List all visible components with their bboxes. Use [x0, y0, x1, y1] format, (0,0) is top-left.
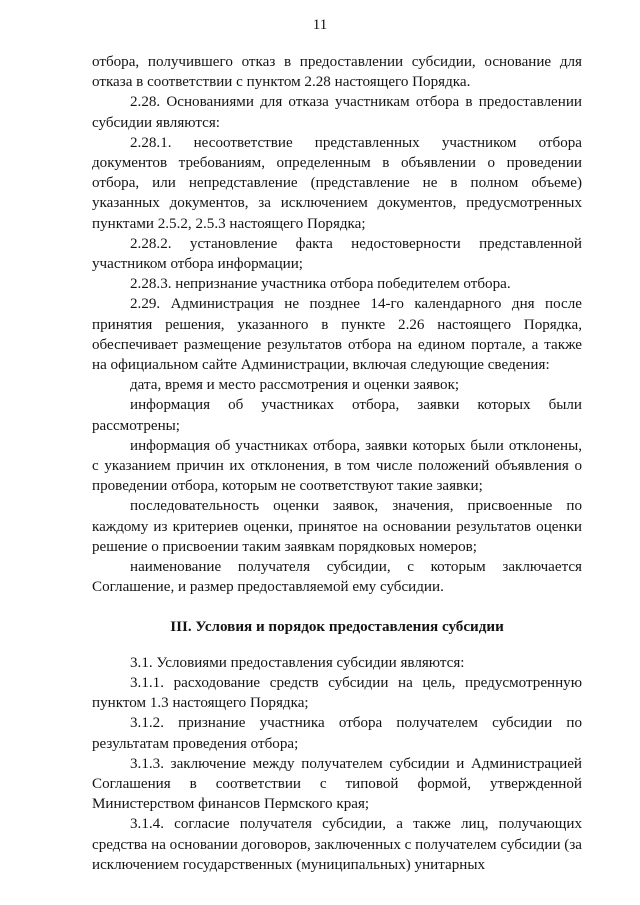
page-number: 11: [312, 17, 328, 33]
paragraph-continuation: отбора, получившего отказ в предоставлении субсидии, основание для отказа в соответствии с пунктом 2.28 настоящего Порядка.: [92, 54, 582, 91]
paragraph-3-1-1: 3.1.1. расходование средств субсидии на цель, предусмотренную пунктом 1.3 настоящего Порядка;: [92, 674, 582, 712]
paragraph-3-1-2: 3.1.2. признание участника отбора получателем субсидии по результатам проведения отбора;: [92, 715, 582, 752]
paragraph-3-1-3: 3.1.3. заключение между получателем субсидии и Администрацией Соглашения в соответствии с типовой формой, утвержденной Министерством финансов Пермского края;: [92, 755, 582, 813]
document-body: [92, 52, 582, 875]
paragraph-list-item: дата, время и место рассмотрения и оценки заявок;: [130, 377, 460, 394]
paragraph-list-item: информация об участниках отбора, заявки которых были рассмотрены;: [92, 397, 582, 434]
section-heading: III. Условия и порядок предоставления субсидии: [170, 619, 504, 636]
paragraph-3-1: 3.1. Условиями предоставления субсидии являются:: [130, 654, 465, 671]
paragraph-list-item: последовательность оценки заявок, значения, присвоенные по каждому из критериев оценки, принятое на основании результатов оценки решение о присвоении таким заявкам порядковых номеров;: [92, 498, 582, 555]
paragraph-2-28-1: 2.28.1. несоответствие представленных участником отбора документов требованиям, определенным в объявлении о проведении отбора, или непредставление (представление не в полном объеме) указанных документов, за исключением документов, предусмотренных пунктами 2.5.2, 2.5.3 настоящего Порядка;: [92, 134, 582, 232]
paragraph-2-28: 2.28. Основаниями для отказа участникам отбора в предоставлении субсидии являются:: [92, 94, 582, 131]
paragraph-list-item: информация об участниках отбора, заявки которых были отклонены, с указанием причин их отклонения, в том числе положений объявления о проведении отбора, которым не соответствуют такие заявки;: [92, 437, 582, 495]
paragraph-2-28-2: 2.28.2. установление факта недостоверности представленной участником отбора информации;: [92, 235, 582, 273]
paragraph-2-29: 2.29. Администрация не позднее 14-го календарного дня после принятия решения, указанного в пункте 2.26 настоящего Порядка, обеспечивает размещение результатов отбора на едином портале, а также на официальном сайте Администрации, включая следующие сведения:: [92, 296, 582, 374]
paragraph-2-28-3: 2.28.3. непризнание участника отбора победителем отбора.: [130, 276, 511, 293]
paragraph-list-item: наименование получателя субсидии, с которым заключается Соглашение, и размер предоставляемой ему субсидии.: [92, 559, 582, 596]
paragraph-3-1-4: 3.1.4. согласие получателя субсидии, а также лиц, получающих средства на основании договоров, заключенных с получателем субсидии (за исключением государственных (муниципальных) унитарных: [92, 816, 582, 873]
